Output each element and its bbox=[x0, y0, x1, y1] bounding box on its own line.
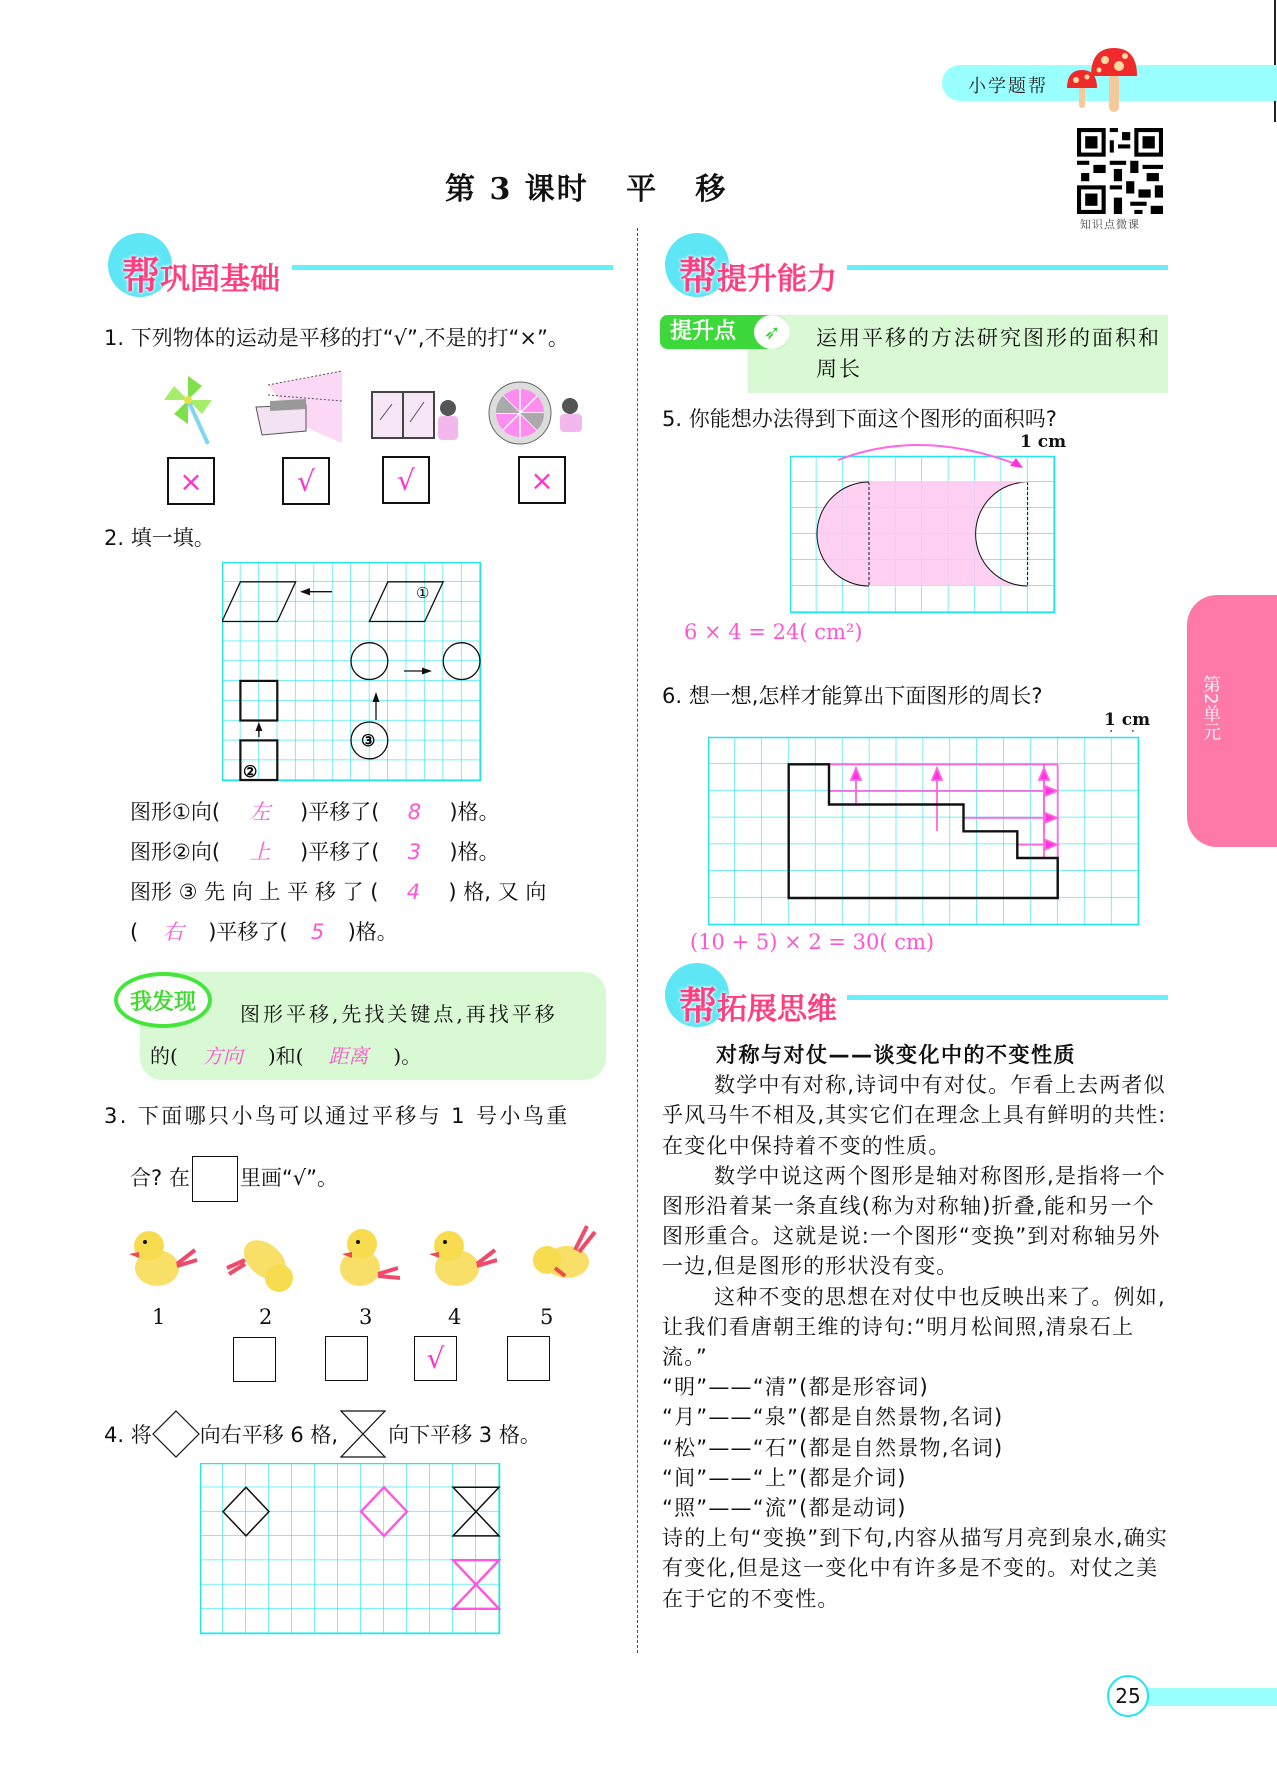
chicks-row bbox=[125, 1220, 605, 1300]
diamond-shape-icon bbox=[152, 1410, 200, 1458]
chick-4-icon bbox=[429, 1231, 497, 1286]
chick-5-icon bbox=[533, 1226, 595, 1278]
section-title: 提升能力 bbox=[717, 262, 838, 297]
unit-label: 第2单元 bbox=[1200, 675, 1221, 741]
answer-direction-2[interactable]: 上 bbox=[249, 840, 271, 864]
tip-badge: 提升点 ➶ bbox=[660, 315, 790, 349]
q6-unit-label: 1 cm bbox=[1104, 710, 1151, 730]
section-header-basics bbox=[108, 233, 613, 299]
q4-grid-figure bbox=[200, 1463, 501, 1635]
answer-direction[interactable]: 方向 bbox=[202, 1044, 243, 1068]
essay-pair-2: “月”——“泉”(都是自然景物,名词) bbox=[662, 1405, 1004, 1430]
answer-distance[interactable]: 距离 bbox=[328, 1044, 369, 1068]
section-rule bbox=[847, 265, 1168, 270]
q6-grid-figure bbox=[708, 730, 1142, 927]
q3-answer-box-5[interactable] bbox=[507, 1336, 550, 1381]
question-1-text: 1. 下列物体的运动是平移的打“√”,不是的打“×”。 bbox=[104, 326, 569, 350]
page-number: 25 bbox=[1107, 1675, 1149, 1717]
section-title: 巩固基础 bbox=[160, 262, 281, 297]
answer-distance-3a[interactable]: 4 bbox=[406, 880, 421, 904]
qr-caption: 知识点微课 bbox=[1080, 218, 1140, 231]
q3-answer-box-3[interactable] bbox=[325, 1336, 368, 1381]
essay-pair-4: “间”——“上”(都是介词) bbox=[662, 1465, 907, 1490]
q1-answer-box-2[interactable]: √ bbox=[282, 457, 330, 505]
section-header-improve bbox=[665, 233, 1168, 299]
question-4-text: 4. 将 向右平移 6 格, 向下平移 3 格。 bbox=[104, 1410, 541, 1458]
chick-number-2: 2 bbox=[259, 1305, 273, 1329]
question-3-line-2: 合? 在 里画“√”。 bbox=[130, 1156, 338, 1202]
essay-paragraph-1: 数学中有对称,诗词中有对仗。乍看上去两者似乎风马牛不相及,其实它们在理念上具有鲜明的共性:在变化中保持着不变的性质。 bbox=[662, 1073, 1167, 1158]
essay-pair-3: “松”——“石”(都是自然景物,名词) bbox=[662, 1435, 1004, 1460]
answer-distance-1[interactable]: 8 bbox=[407, 800, 422, 824]
qr-code-icon[interactable] bbox=[1077, 128, 1163, 214]
page-edge-line bbox=[1274, 0, 1276, 122]
question-2-text: 2. 填一填。 bbox=[104, 526, 215, 550]
chick-number-3: 3 bbox=[359, 1305, 373, 1329]
chick-1-icon bbox=[129, 1231, 197, 1286]
page-number-bar bbox=[1140, 1688, 1277, 1706]
drawer-icon bbox=[250, 365, 345, 445]
q2-line-2: 图形②向( 上 )平移了( 3 )格。 bbox=[130, 836, 500, 866]
section-prefix: 帮 bbox=[679, 254, 718, 298]
unit-side-tab[interactable] bbox=[1187, 595, 1277, 847]
arrow-icon: ➶ bbox=[754, 315, 790, 349]
essay-paragraph-3: 这种不变的思想在对仗中也反映出来了。例如,让我们看唐朝王维的诗句:“明月松间照,清泉石上流。” bbox=[662, 1284, 1166, 1370]
q1-answer-box-4[interactable]: × bbox=[518, 456, 566, 504]
question-5-text: 5. 你能想办法得到下面这个图形的面积吗? bbox=[662, 407, 1057, 431]
q5-answer: 6 × 4 = 24( cm²) bbox=[684, 620, 863, 644]
q3-answer-box-4[interactable]: √ bbox=[414, 1336, 457, 1381]
essay-paragraph-2: 数学中说这两个图形是轴对称图形,是指将一个图形沿着某一条直线(称为对称轴)折叠,能和另一个图形重合。这就是说:一个图形“变换”到对称轴另外一边,但是图形的形状没有变。 bbox=[662, 1163, 1166, 1279]
discovery-line-1: 图形平移,先找关键点,再找平移 bbox=[240, 1002, 558, 1026]
pinwheel-icon bbox=[158, 372, 218, 447]
q1-answer-box-3[interactable]: √ bbox=[382, 456, 430, 504]
figure-2-label: ② bbox=[243, 762, 258, 781]
discovery-badge: 我发现 bbox=[114, 972, 212, 1028]
q2-line-4: ( 右 )平移了( 5 )格。 bbox=[130, 916, 398, 946]
answer-direction-1[interactable]: 左 bbox=[249, 800, 271, 824]
hourglass-shape-icon bbox=[340, 1410, 386, 1458]
sliding-window-icon bbox=[370, 390, 465, 445]
question-6-text: 6. 想一想,怎样才能算出下面图形的周长? bbox=[662, 684, 1043, 708]
section-prefix: 帮 bbox=[679, 984, 718, 1028]
example-box bbox=[192, 1156, 238, 1202]
answer-distance-3b[interactable]: 5 bbox=[310, 920, 325, 944]
essay-pair-1: “明”——“清”(都是形容词) bbox=[662, 1375, 929, 1400]
answer-distance-2[interactable]: 3 bbox=[407, 840, 422, 864]
essay bbox=[662, 1040, 1170, 1614]
chick-3-icon bbox=[340, 1229, 400, 1286]
tip-text: 运用平移的方法研究图形的面积和周长 bbox=[816, 326, 1161, 381]
chick-number-5: 5 bbox=[540, 1305, 554, 1329]
q5-unit-label: 1 cm bbox=[1020, 432, 1067, 452]
discovery-line-2: 的( 方向 )和( 距离 )。 bbox=[150, 1040, 421, 1069]
section-title: 拓展思维 bbox=[717, 992, 838, 1027]
section-rule bbox=[292, 265, 613, 270]
q2-grid-figure bbox=[222, 562, 482, 782]
q2-line-1: 图形①向( 左 )平移了( 8 )格。 bbox=[130, 796, 500, 826]
chick-2-icon bbox=[227, 1232, 294, 1292]
figure-3-label: ③ bbox=[361, 731, 376, 750]
chick-number-4: 4 bbox=[448, 1305, 462, 1329]
mushroom-icon bbox=[1063, 40, 1143, 115]
page-title: 第 3 课时 平 移 bbox=[445, 172, 728, 207]
essay-pair-5: “照”——“流”(都是动词) bbox=[662, 1496, 907, 1521]
answer-direction-3[interactable]: 右 bbox=[162, 920, 184, 944]
chick-number-1: 1 bbox=[152, 1305, 166, 1329]
essay-heading: 对称与对仗——谈变化中的不变性质 bbox=[716, 1043, 1076, 1067]
q3-answer-box-2[interactable] bbox=[233, 1337, 276, 1382]
essay-conclusion: 诗的上句“变换”到下句,内容从描写月亮到泉水,确实有变化,但是这一变化中有许多是不变的。对仗之美在于它的不变性。 bbox=[662, 1526, 1169, 1611]
q6-answer: (10 + 5) × 2 = 30( cm) bbox=[690, 930, 935, 954]
spinning-wheel-icon bbox=[488, 380, 588, 446]
section-prefix: 帮 bbox=[122, 254, 161, 298]
question-3-line-1: 3. 下面哪只小鸟可以通过平移与 1 号小鸟重 bbox=[104, 1104, 570, 1128]
column-divider bbox=[637, 228, 638, 1653]
q5-grid-figure bbox=[790, 430, 1058, 616]
section-header-extend bbox=[665, 963, 1168, 1029]
figure-1-label: ① bbox=[416, 584, 430, 602]
brand-label: 小学题帮 bbox=[968, 76, 1048, 97]
q1-answer-box-1[interactable]: × bbox=[167, 457, 215, 505]
section-rule bbox=[847, 995, 1168, 1000]
q2-line-3: 图形 ③ 先 向 上 平 移 了 ( 4 ) 格, 又 向 bbox=[130, 880, 547, 904]
